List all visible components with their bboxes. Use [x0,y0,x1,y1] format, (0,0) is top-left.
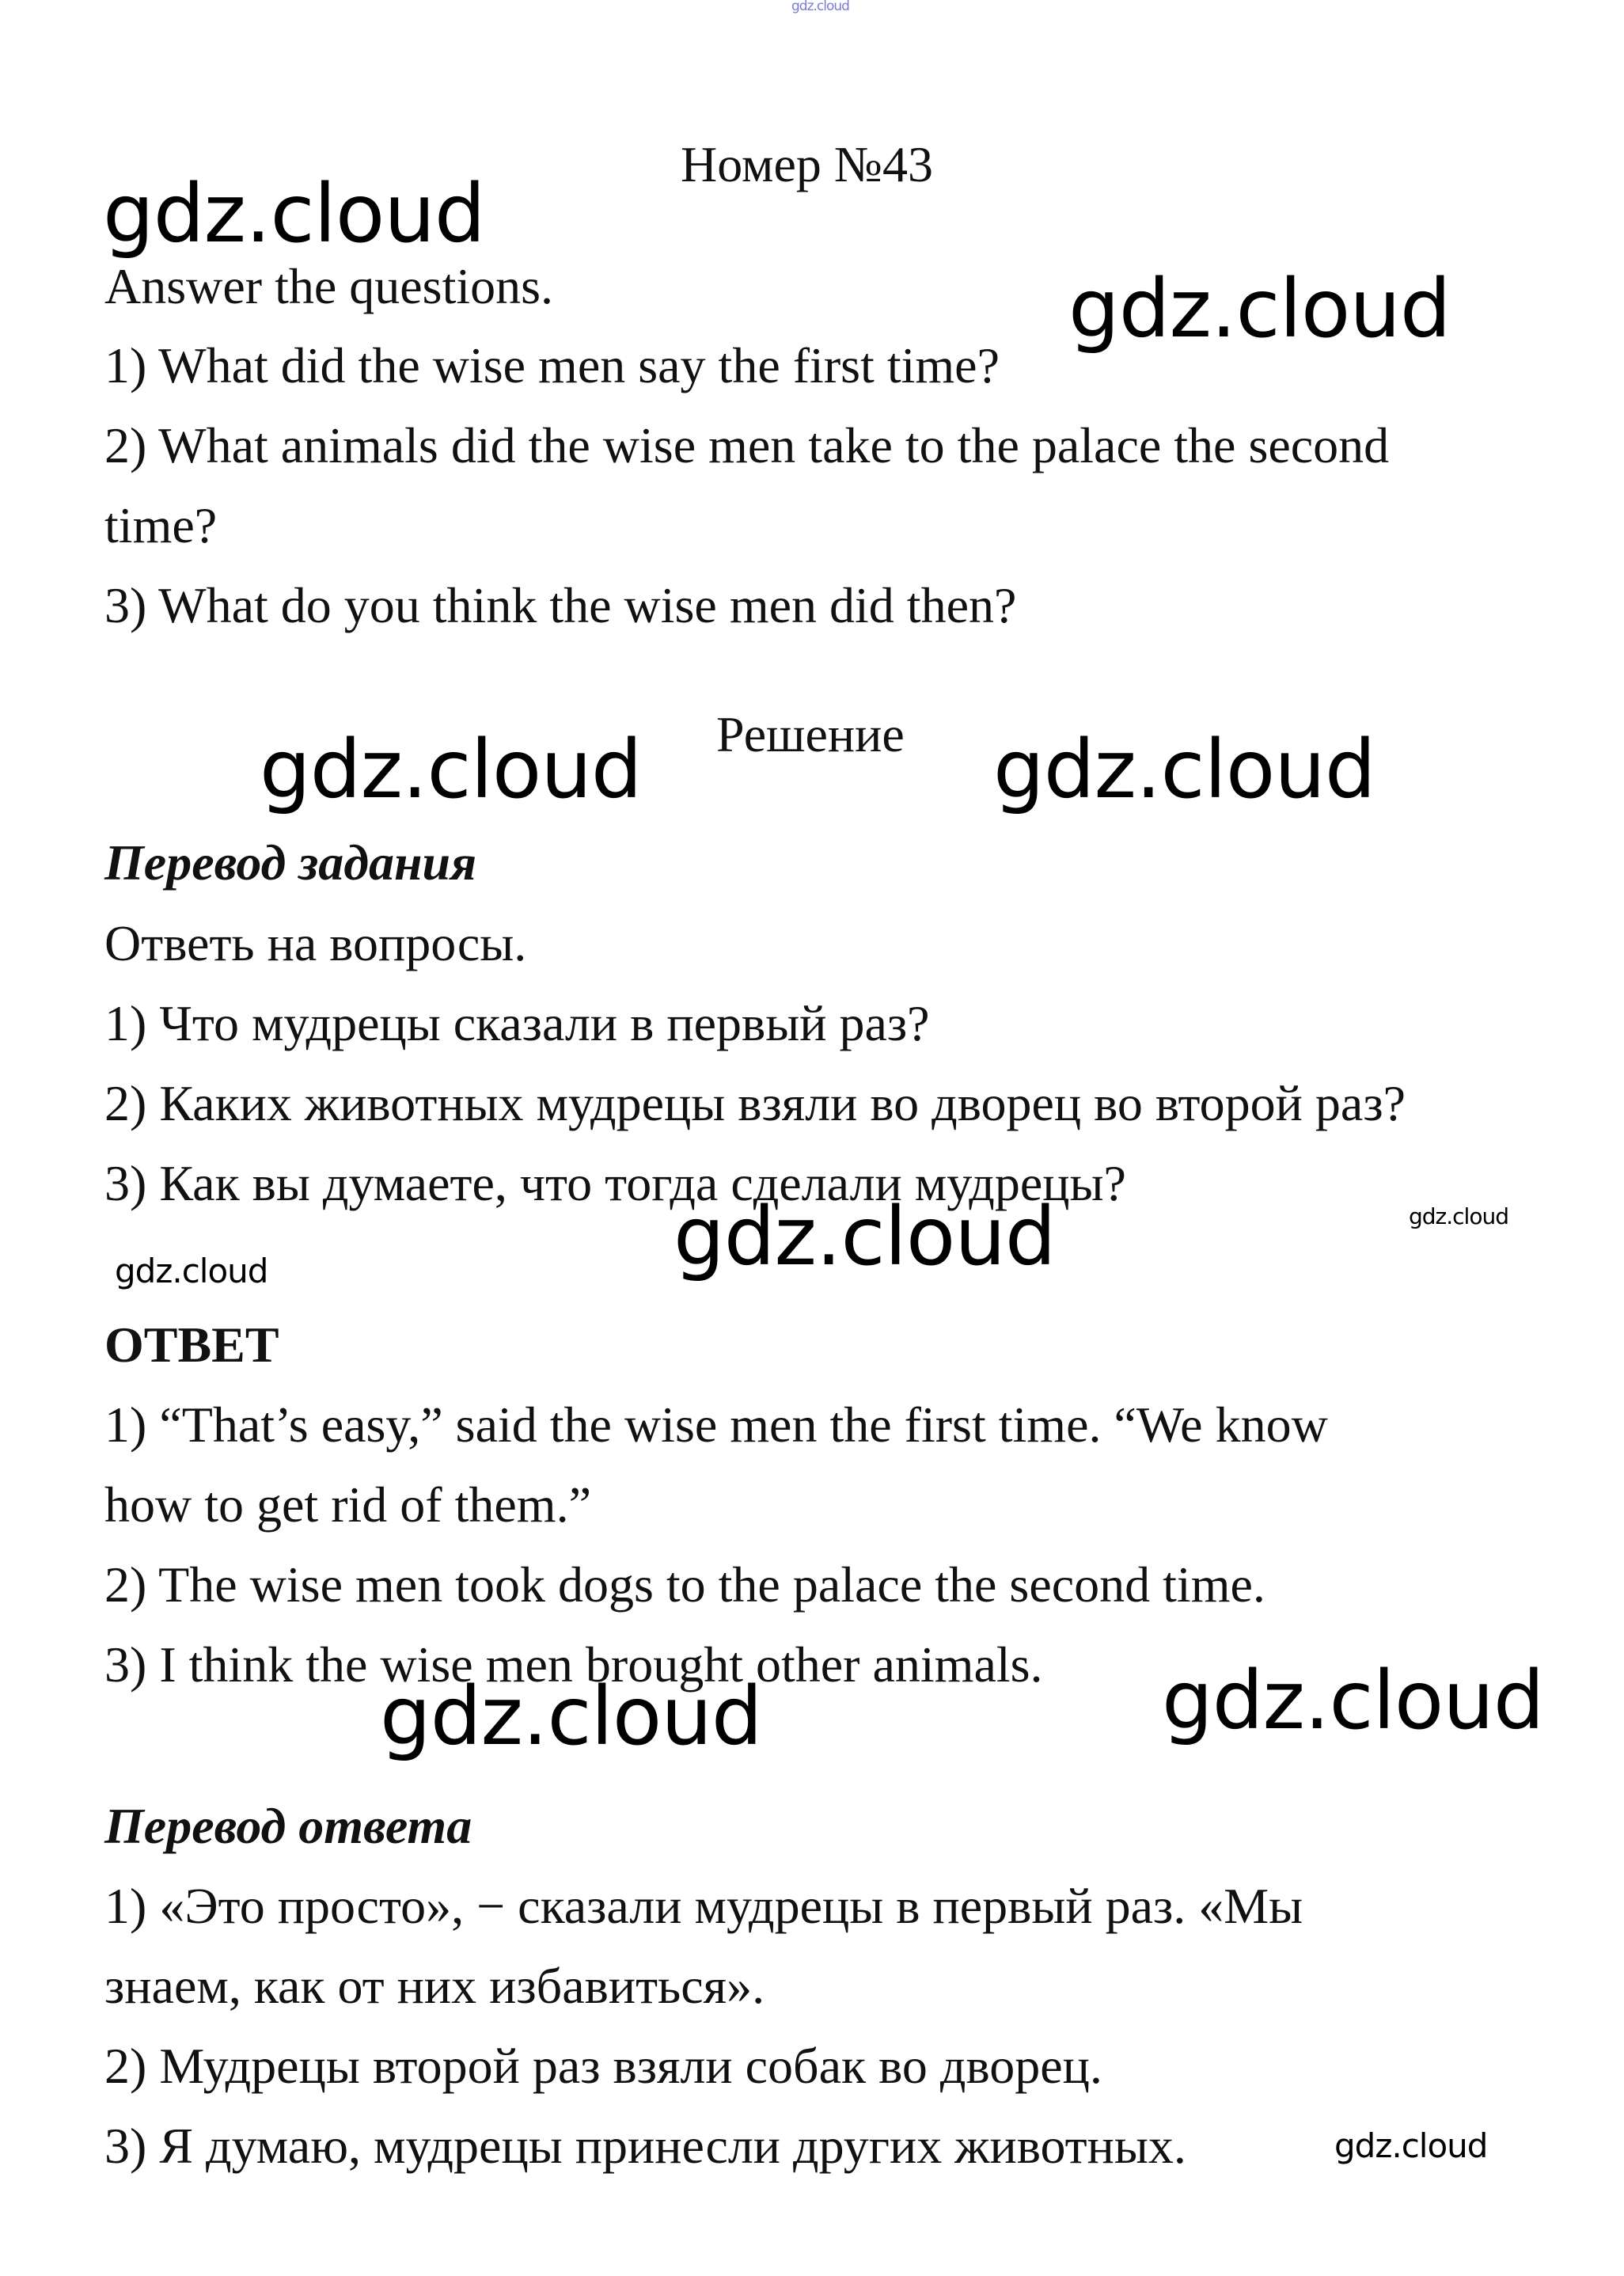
watermark: gdz.cloud [115,1252,268,1290]
task-translation-question-1: 1) Что мудрецы сказали в первый раз? [104,995,930,1051]
watermark: gdz.cloud [993,723,1375,817]
watermark: gdz.cloud [380,1670,762,1764]
answer-1-line-2: how to get rid of them.” [104,1476,591,1533]
watermark: gdz.cloud [1409,1203,1508,1229]
solution-label: Решение [716,706,905,762]
watermark: gdz.cloud [1334,2126,1488,2165]
answer-translation-2: 2) Мудрецы второй раз взяли собак во дворец. [104,2038,1102,2094]
task-question-3: 3) What do you think the wise men did then? [104,577,1017,633]
watermark: gdz.cloud [1068,262,1451,356]
answer-3: 3) I think the wise men brought other animals. [104,1636,1043,1693]
answer-translation-3: 3) Я думаю, мудрецы принесли других животных. [104,2118,1186,2174]
page-title: Номер №43 [681,136,933,192]
task-question-2-line-1: 2) What animals did the wise men take to the palace the second [104,417,1390,473]
task-translation-heading: Перевод задания [104,834,477,891]
task-translation-instruction: Ответь на вопросы. [104,915,527,971]
watermark: gdz.cloud [674,1190,1056,1284]
task-question-2-line-2: time? [104,497,218,553]
answer-heading: ОТВЕТ [104,1317,279,1373]
task-question-1: 1) What did the wise men say the first time? [104,337,1000,393]
task-translation-question-3: 3) Как вы думаете, что тогда сделали мудрецы? [104,1155,1126,1211]
answer-translation-1-line-2: знаем, как от них избавиться». [104,1958,765,2014]
answer-translation-heading: Перевод ответа [104,1798,472,1854]
task-instruction: Answer the questions. [104,258,554,314]
watermark: gdz.cloud [103,167,485,261]
answer-translation-1-line-1: 1) «Это просто», − сказали мудрецы в первый раз. «Мы [104,1878,1303,1934]
answer-2: 2) The wise men took dogs to the palace the second time. [104,1556,1265,1613]
watermark: gdz.cloud [1162,1654,1544,1748]
watermark: gdz.cloud [260,723,642,817]
top-watermark: gdz.cloud [791,0,849,14]
answer-1-line-1: 1) “That’s easy,” said the wise men the first time. “We know [104,1396,1328,1453]
task-translation-question-2: 2) Каких животных мудрецы взяли во дворец во второй раз? [104,1075,1406,1131]
